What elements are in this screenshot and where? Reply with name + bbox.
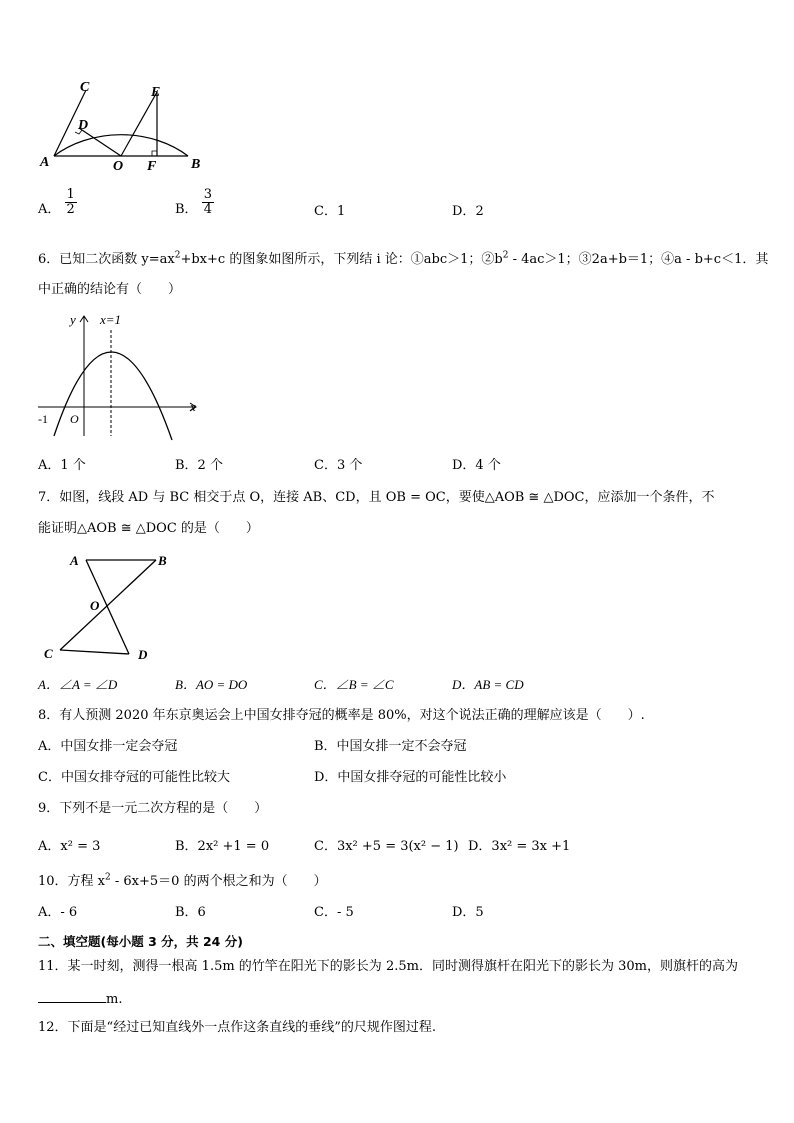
q9-option-d: D．3x² = 3x +1 (468, 839, 571, 854)
q10-option-d: D．5 (452, 905, 484, 920)
q10-stem: 10．方程 $x^2 - 6x+5=0$ 的两个根之和为（ ） (38, 872, 327, 889)
q8-option-d: D．中国女排夺冠的可能性比较小 (314, 770, 507, 785)
q8-option-a: A．中国女排一定会夺冠 (38, 739, 178, 754)
point-label-c: C (80, 80, 90, 95)
point-label-b: B (191, 157, 201, 172)
q5-option-c: C．1 (314, 204, 346, 219)
q10-option-b: B．6 (175, 905, 206, 920)
q6-option-c: C．3 个 (314, 458, 363, 473)
point-label-a: A (40, 155, 50, 170)
neg-one-label: -1 (38, 412, 48, 426)
point-label-b: B (158, 553, 167, 568)
q7-option-a: A．∠A = ∠D (38, 677, 118, 692)
origin-label: O (70, 412, 79, 426)
point-label-f: F (147, 159, 157, 174)
q11-answer-blank[interactable] (38, 990, 106, 1003)
point-label-c: C (44, 646, 53, 661)
point-label-o: O (90, 598, 100, 613)
q9-option-a: A．x² = 3 (38, 839, 101, 854)
q6-stem-line2: 中正确的结论有（ ） (38, 282, 182, 297)
q5-option-b: B． $\frac{3}{4}$ (175, 187, 212, 217)
q7-option-d: D．AB = CD (452, 677, 524, 692)
symmetry-axis-label: x=1 (100, 312, 122, 327)
point-label-a: A (70, 553, 79, 568)
parabola-graph (30, 308, 210, 443)
q6-option-b: B．2 个 (175, 458, 223, 473)
point-label-d: D (138, 647, 148, 662)
q8-stem: 8．有人预测 2020 年东京奥运会上中国女排夺冠的概率是 80%，对这个说法正确的理解应该是（ ）. (38, 708, 645, 723)
q11-stem: 11．某一时刻，测得一根高 1.5m 的竹竿在阳光下的影长为 2.5m．同时测得旗杆在阳光下的影长为 30m，则旗杆的高为 (38, 959, 738, 974)
q9-option-b: B．2x² +1 = 0 (175, 839, 270, 854)
q8-option-b: B．中国女排一定不会夺冠 (314, 739, 467, 754)
q7-stem-line1: 7．如图，线段 AD 与 BC 相交于点 O，连接 AB、CD，且 OB = OC，要使△AOB ≅ △DOC，应添加一个条件，不 (38, 490, 715, 505)
q12-stem: 12．下面是“经过已知直线外一点作这条直线的垂线”的尺规作图过程. (38, 1020, 436, 1035)
q5-option-d: D．2 (452, 204, 484, 219)
point-label-d: D (78, 118, 89, 133)
bowtie-figure (38, 548, 188, 666)
q8-option-c: C．中国女排夺冠的可能性比较大 (38, 770, 230, 785)
q7-option-c: C．∠B = ∠C (314, 677, 394, 692)
q10-option-c: C．- 5 (314, 905, 354, 920)
point-label-o: O (113, 159, 124, 174)
q11-answer-line: m. (38, 990, 122, 1008)
q10-option-a: A．- 6 (38, 905, 78, 920)
q9-stem: 9．下列不是一元二次方程的是（ ） (38, 801, 268, 816)
q6-stem-line1: 6．已知二次函数 $y=ax^2+bx+c$ 的图象如图所示，下列结 i 论：①abc＞1；$②b^2 - 4ac>1$；③2a+b＝1；④a - b+c＜1．其 (38, 250, 769, 267)
q9-option-c: C．3x² +5 = 3(x² − 1) (314, 839, 459, 854)
q5-option-a: A． $\frac{1}{2}$ (38, 187, 75, 217)
q6-option-a: A．1 个 (38, 458, 86, 473)
x-axis-label: x (190, 399, 196, 414)
q7-option-b: B．AO = DO (175, 677, 248, 692)
section-title: 二、填空题(每小题 3 分，共 24 分) (38, 934, 243, 949)
point-label-e: E (151, 85, 161, 100)
y-axis-label: y (70, 312, 76, 327)
q6-option-d: D．4 个 (452, 458, 501, 473)
q7-stem-line2: 能证明△AOB ≅ △DOC 的是（ ） (38, 521, 259, 536)
semicircle-figure (30, 78, 210, 178)
